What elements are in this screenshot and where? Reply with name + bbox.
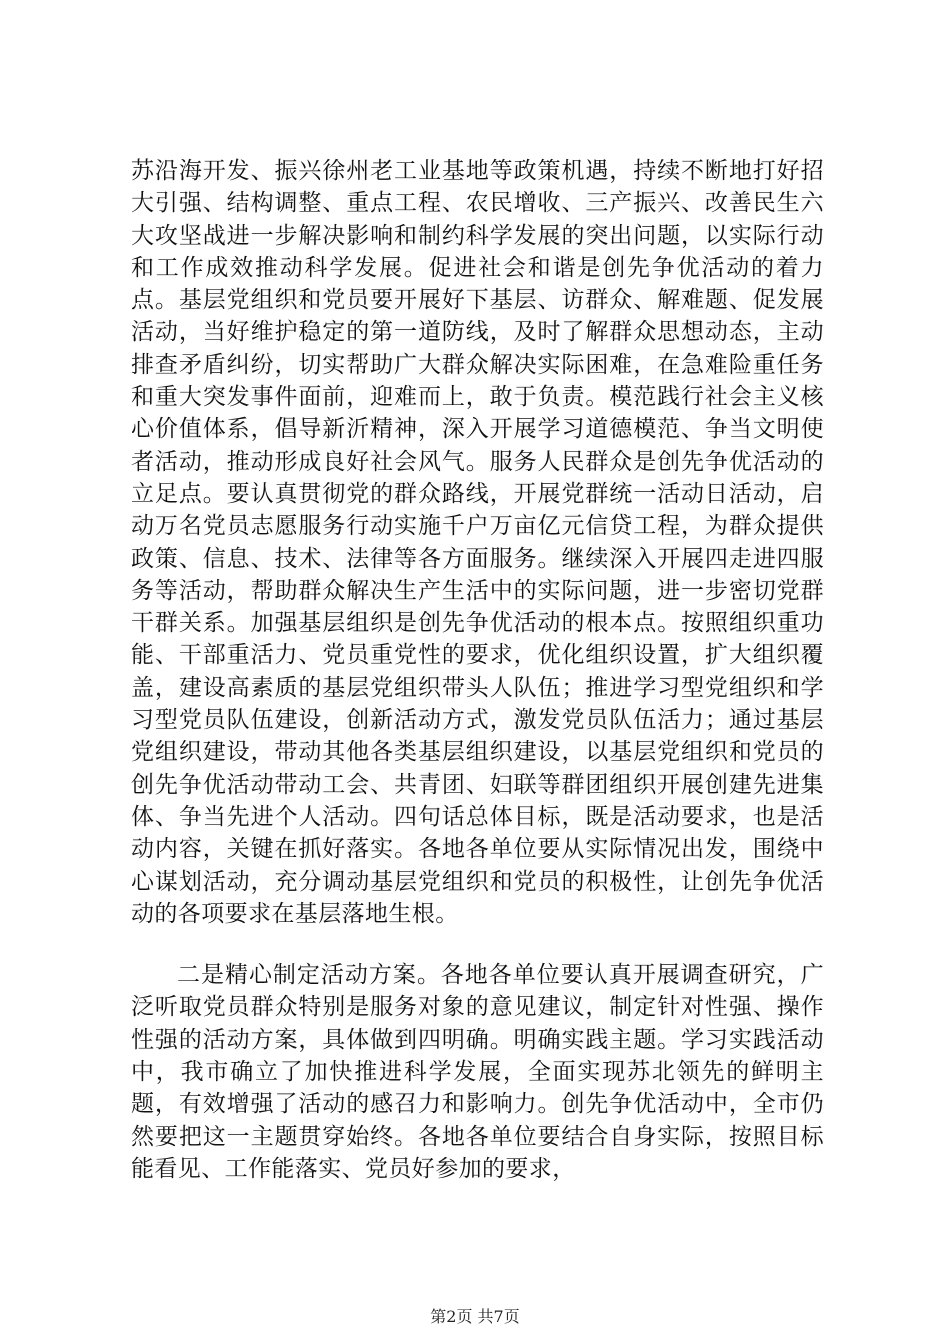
document-body xyxy=(131,155,824,1185)
paragraph-2: 二是精心制定活动方案。各地各单位要认真开展调查研究，广泛听取党员群众特别是服务对象的意见建议，制定针对性强、操作性强的活动方案，具体做到四明确。明确实践主题。学习实践活动中，我市确立了加快推进科学发展，全面实现苏北领先的鲜明主题，有效增强了活动的感召力和影响力。创先争优活动中，全市仍然要把这一主题贯穿始终。各地各单位要结合自身实际，按照目标能看见、工作能落实、党员好参加的要求， xyxy=(131,962,824,1182)
paragraph-1: 苏沿海开发、振兴徐州老工业基地等政策机遇，持续不断地打好招大引强、结构调整、重点工程、农民增收、三产振兴、改善民生六大攻坚战进一步解决影响和制约科学发展的突出问题，以实际行动和工作成效推动科学发展。促进社会和谐是创先争优活动的着力点。基层党组织和党员要开展好下基层、访群众、解难题、促发展活动，当好维护稳定的第一道防线，及时了解群众思想动态，主动排查矛盾纠纷，切实帮助广大群众解决实际困难，在急难险重任务和重大突发事件面前，迎难而上，敢于负责。模范践行社会主义核心价值体系，倡导新沂精神，深入开展学习道德模范、争当文明使者活动，推动形成良好社会风气。服务人民群众是创先争优活动的立足点。要认真贯彻党的群众路线，开展党群统一活动日活动，启动万名党员志愿服务行动实施千户万亩亿元信贷工程，为群众提供政策、信息、技术、法律等各方面服务。继续深入开展四走进四服务等活动，帮助群众解决生产生活中的实际问题，进一步密切党群干群关系。加强基层组织是创先争优活动的根本点。按照组织重功能、干部重活力、党员重党性的要求，优化组织设置，扩大组织覆盖，建设高素质的基层党组织带头人队伍；推进学习型党组织和学习型党员队伍建设，创新活动方式，激发党员队伍活力；通过基层党组织建设，带动其他各类基层组织建设，以基层党组织和党员的创先争优活动带动工会、共青团、妇联等群团组织开展创建先进集体、争当先进个人活动。四句话总体目标，既是活动要求，也是活动内容，关键在抓好落实。各地各单位要从实际情况出发，围绕中心谋划活动，充分调动基层党组织和党员的积极性，让创先争优活动的各项要求在基层落地生根。 xyxy=(131,158,824,927)
page-footer: 第2页 共7页 xyxy=(430,1307,520,1326)
